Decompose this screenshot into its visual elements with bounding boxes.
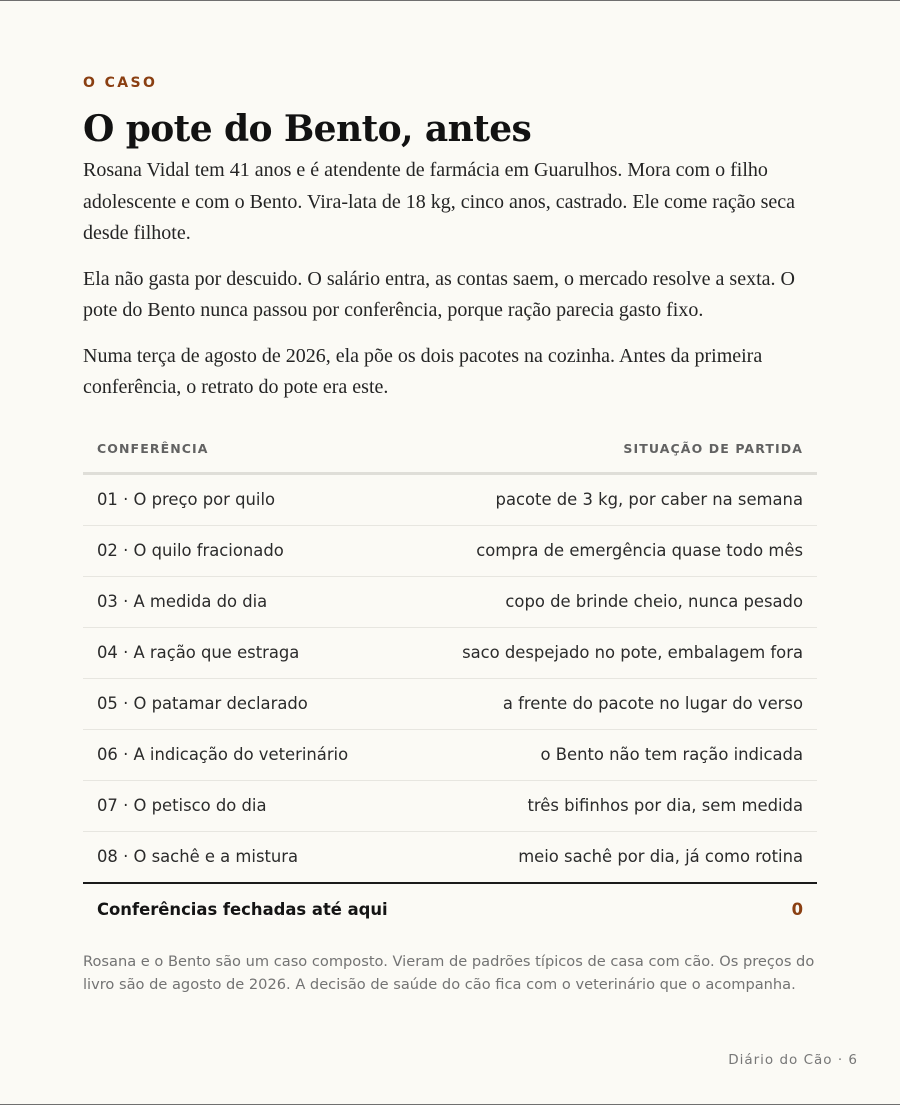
table-row [83, 628, 817, 679]
table-row [83, 730, 817, 781]
table-row [83, 679, 817, 730]
paragraph-setup: Numa terça de agosto de 2026, ela põe os dois pacotes na cozinha. Antes da primeira conferência, o retrato do pote era este. [83, 344, 763, 398]
table-row [83, 832, 817, 882]
row-status: o Bento não tem ração indicada [540, 745, 803, 764]
conference-table [83, 426, 817, 936]
row-item: 03 · A medida do dia [97, 592, 268, 611]
table-body [83, 475, 817, 882]
row-status: meio sachê por dia, já como rotina [518, 847, 803, 866]
section-eyebrow: O CASO [83, 75, 158, 91]
row-status: pacote de 3 kg, por caber na semana [495, 490, 803, 509]
row-item: 05 · O patamar declarado [97, 694, 308, 713]
row-status: três bifinhos por dia, sem medida [527, 796, 803, 815]
row-status: compra de emergência quase todo mês [476, 541, 803, 560]
row-item: 07 · O petisco do dia [97, 796, 267, 815]
table-footer [83, 882, 817, 936]
column-header-status: SITUAÇÃO DE PARTIDA [623, 441, 803, 456]
row-item: 06 · A indicação do veterinário [97, 745, 349, 764]
table-row [83, 526, 817, 577]
row-item: 04 · A ração que estraga [97, 643, 300, 662]
paragraph-context: Ela não gasta por descuido. O salário entra, as contas saem, o mercado resolve a sexta. O pote do Bento nunca passou por conferência, porque ração parecia gasto fixo. [83, 267, 795, 321]
table-row [83, 475, 817, 526]
row-status: copo de brinde cheio, nunca pesado [505, 592, 803, 611]
page-content [83, 71, 817, 996]
table-row [83, 781, 817, 832]
page-title: O pote do Bento, antes [83, 108, 532, 150]
row-item: 08 · O sachê e a mistura [97, 847, 299, 866]
row-status: a frente do pacote no lugar do verso [502, 694, 803, 713]
row-item: 02 · O quilo fracionado [97, 541, 284, 560]
row-item: 01 · O preço por quilo [97, 490, 276, 509]
case-note: Rosana e o Bento são um caso composto. Vieram de padrões típicos de casa com cão. Os preços do livro são de agosto de 2026. A decisão de saúde do cão fica com o veterinário que o acompanha. [83, 952, 815, 993]
row-status: saco despejado no pote, embalagem fora [462, 643, 803, 662]
table-header [83, 426, 817, 475]
paragraph-intro: Rosana Vidal tem 41 anos e é atendente de farmácia em Guarulhos. Mora com o filho adolescente e com o Bento. Vira-lata de 18 kg, cinco anos, castrado. Ele come ração seca desde filhote. [83, 159, 796, 244]
table-row [83, 577, 817, 628]
column-header-conference: CONFERÊNCIA [97, 441, 209, 456]
total-value: 0 [791, 900, 803, 919]
total-label: Conferências fechadas até aqui [97, 900, 388, 919]
page-footer: Diário do Cão · 6 [728, 1052, 858, 1068]
